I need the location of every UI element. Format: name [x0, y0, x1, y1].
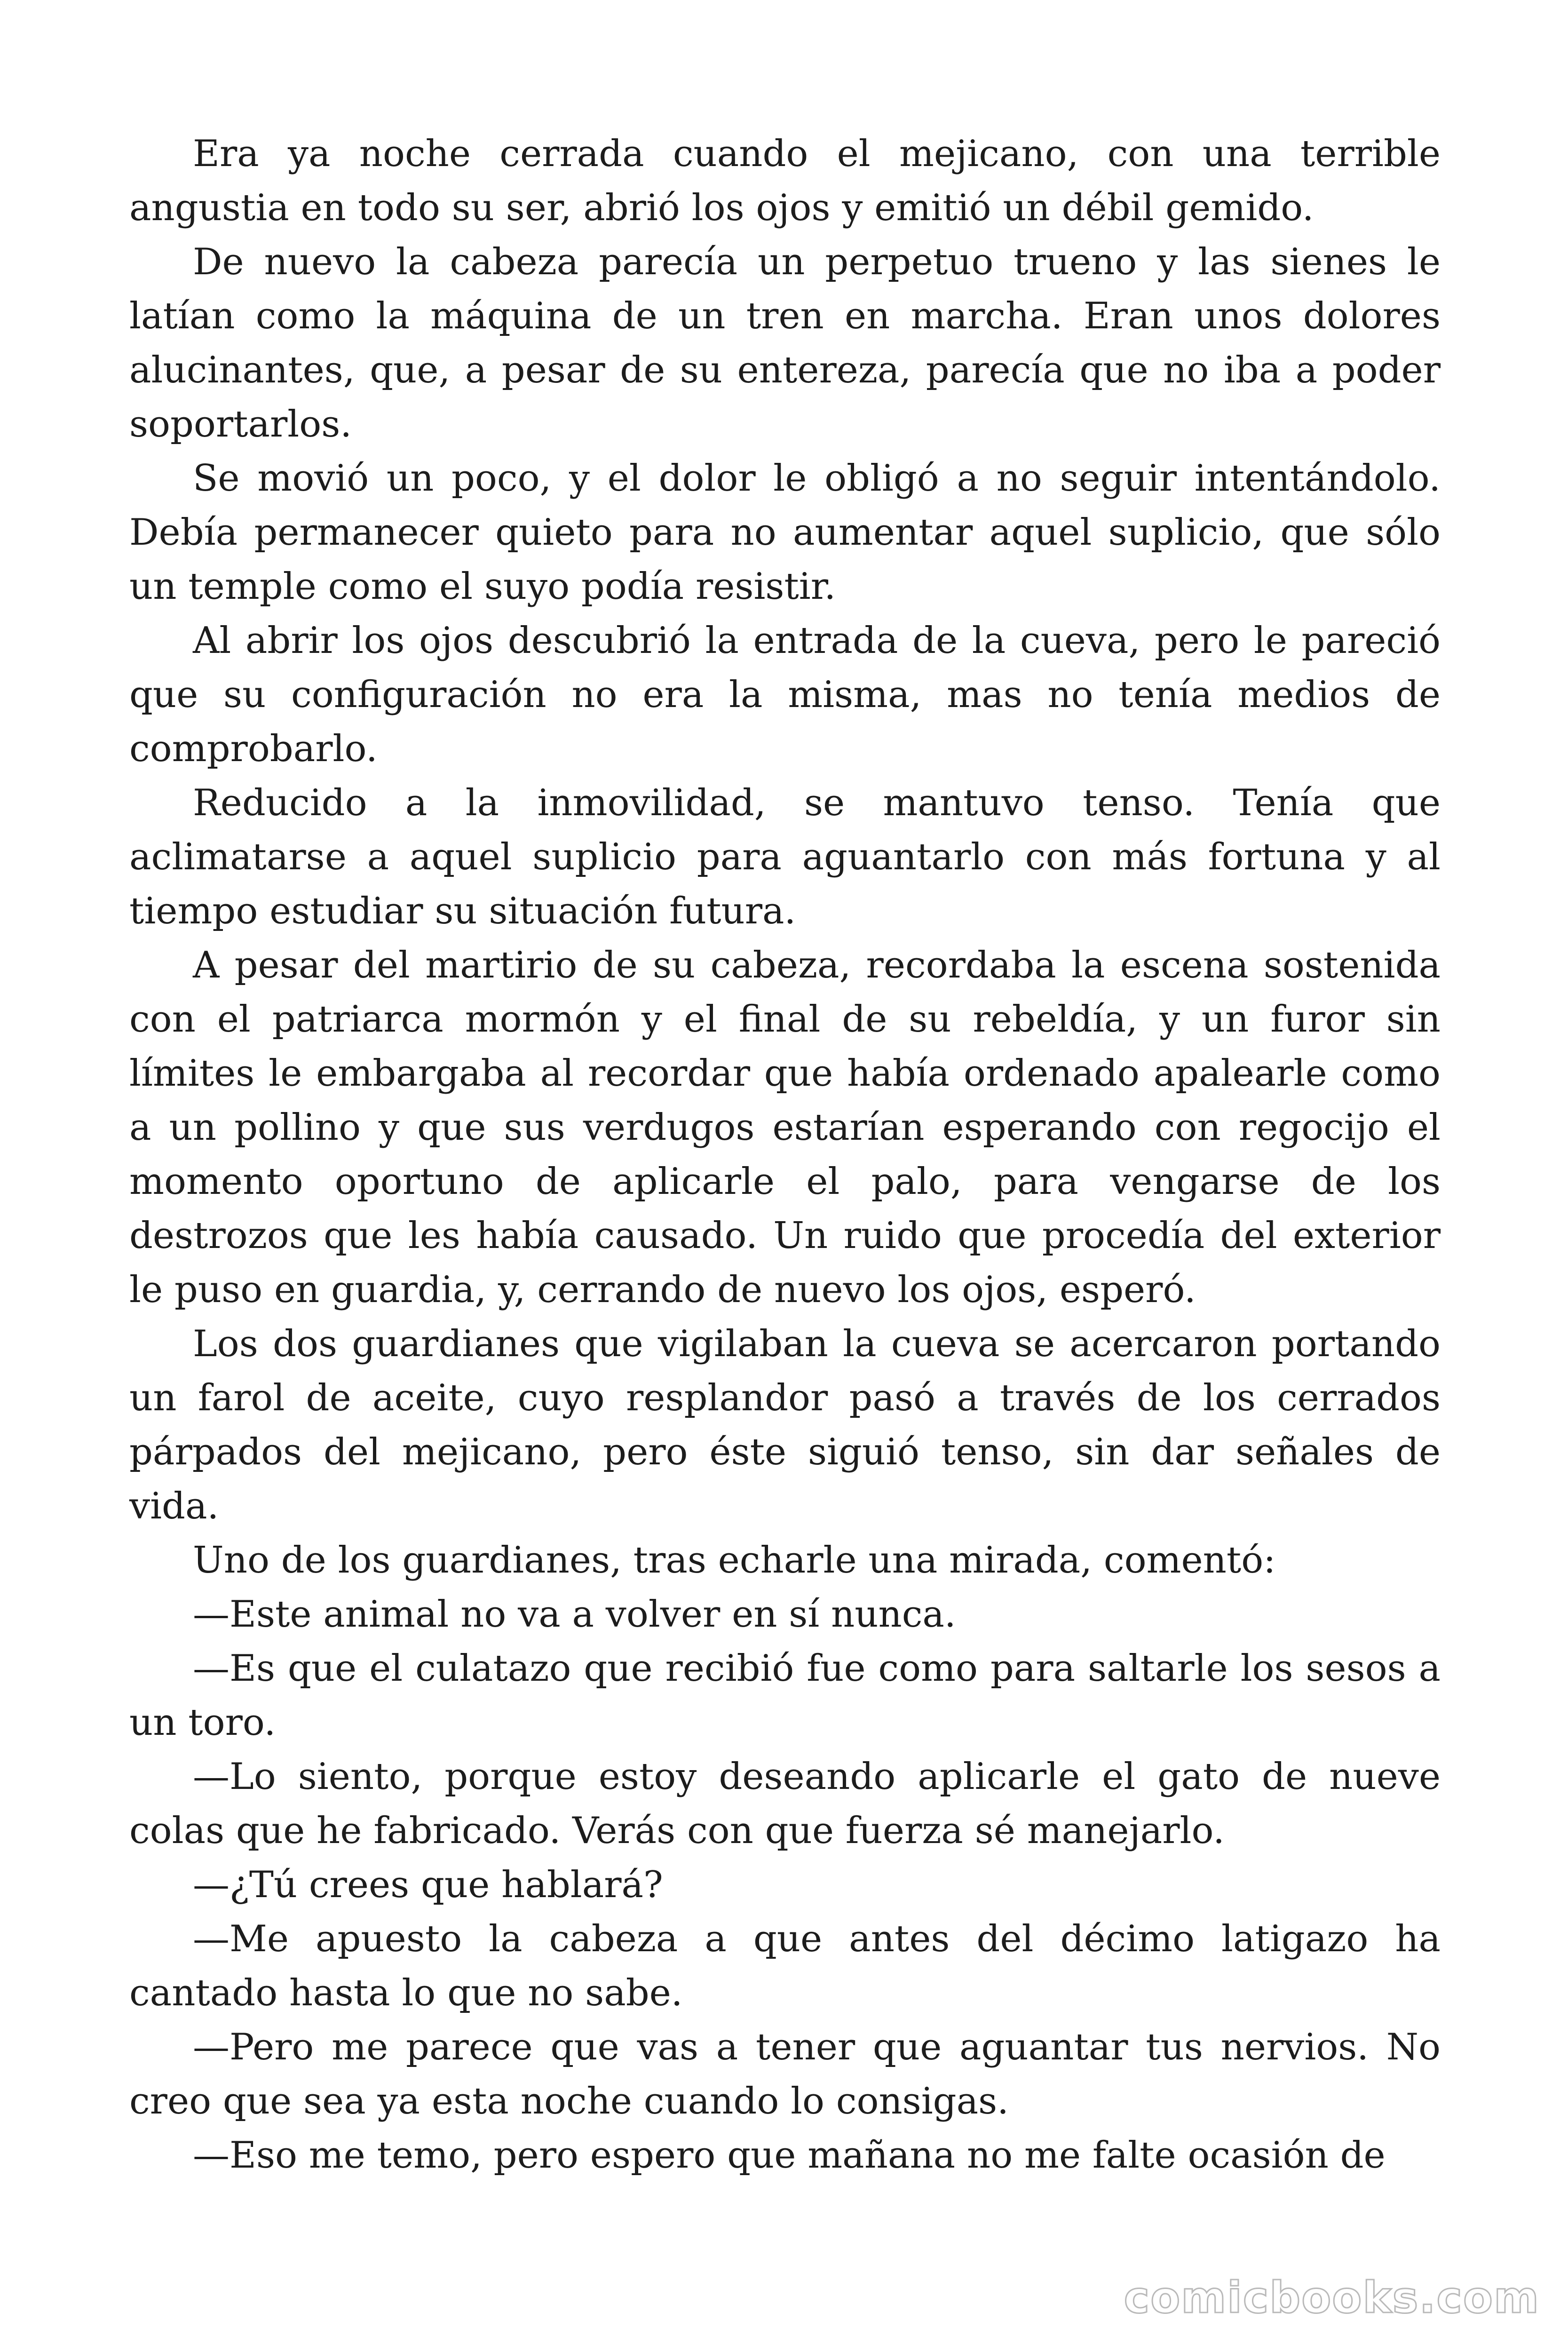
paragraph: Uno de los guardianes, tras echarle una mirada, comentó: — [193, 1539, 1276, 1581]
dialogue-line: —Pero me parece que vas a tener que aguantar tus nervios. No creo que sea ya esta noche cuando lo consigas. — [129, 2026, 1441, 2122]
dialogue-line: —¿Tú crees que hablará? — [193, 1864, 663, 1906]
page-body — [129, 127, 1441, 2183]
paragraph: Era ya noche cerrada cuando el mejicano, con una terrible angustia en todo su ser, abrió los ojos y emitió un débil gemido. — [129, 133, 1441, 229]
paragraph: Reducido a la inmovilidad, se mantuvo tenso. Tenía que aclimatarse a aquel suplicio para aguantarlo con más fortuna y al tiempo estudiar su situación futura. — [129, 782, 1441, 932]
dialogue-line: —Eso me temo, pero espero que mañana no me falte ocasión de — [193, 2134, 1386, 2177]
paragraph: A pesar del martirio de su cabeza, recordaba la escena sostenida con el patriarca mormón y el final de su rebeldía, y un furor sin límites le embargaba al recordar que había ordenado apalearle como a un pollino y que sus verdugos estarían esperando con regocijo el momento oportuno de aplicarle el palo, para vengarse de los destrozos que les había causado. Un ruido que procedía del exterior le puso en guardia, y, cerrando de nuevo los ojos, esperó. — [129, 944, 1441, 1311]
watermark: comicbooks.com — [1124, 2273, 1540, 2323]
paragraph: Se movió un poco, y el dolor le obligó a no seguir intentándolo. Debía permanecer quieto para no aumentar aquel suplicio, que sólo un temple como el suyo podía resistir. — [129, 457, 1441, 608]
dialogue-line: —Es que el culatazo que recibió fue como para saltarle los sesos a un toro. — [129, 1647, 1441, 1744]
dialogue-line: —Este animal no va a volver en sí nunca. — [193, 1593, 956, 1636]
paragraph: Los dos guardianes que vigilaban la cueva se acercaron portando un farol de aceite, cuyo resplandor pasó a través de los cerrados párpados del mejicano, pero éste siguió tenso, sin dar señales de vida. — [129, 1323, 1441, 1527]
paragraph: Al abrir los ojos descubrió la entrada de la cueva, pero le pareció que su configuración no era la misma, mas no tenía medios de comprobarlo. — [129, 620, 1441, 770]
dialogue-line: —Me apuesto la cabeza a que antes del décimo latigazo ha cantado hasta lo que no sabe. — [129, 1918, 1441, 2014]
paragraph: De nuevo la cabeza parecía un perpetuo trueno y las sienes le latían como la máquina de un tren en marcha. Eran unos dolores alucinantes, que, a pesar de su entereza, parecía que no iba a poder soportarlos. — [129, 241, 1441, 445]
dialogue-line: —Lo siento, porque estoy deseando aplicarle el gato de nueve colas que he fabricado. Verás con que fuerza sé manejarlo. — [129, 1756, 1441, 1852]
